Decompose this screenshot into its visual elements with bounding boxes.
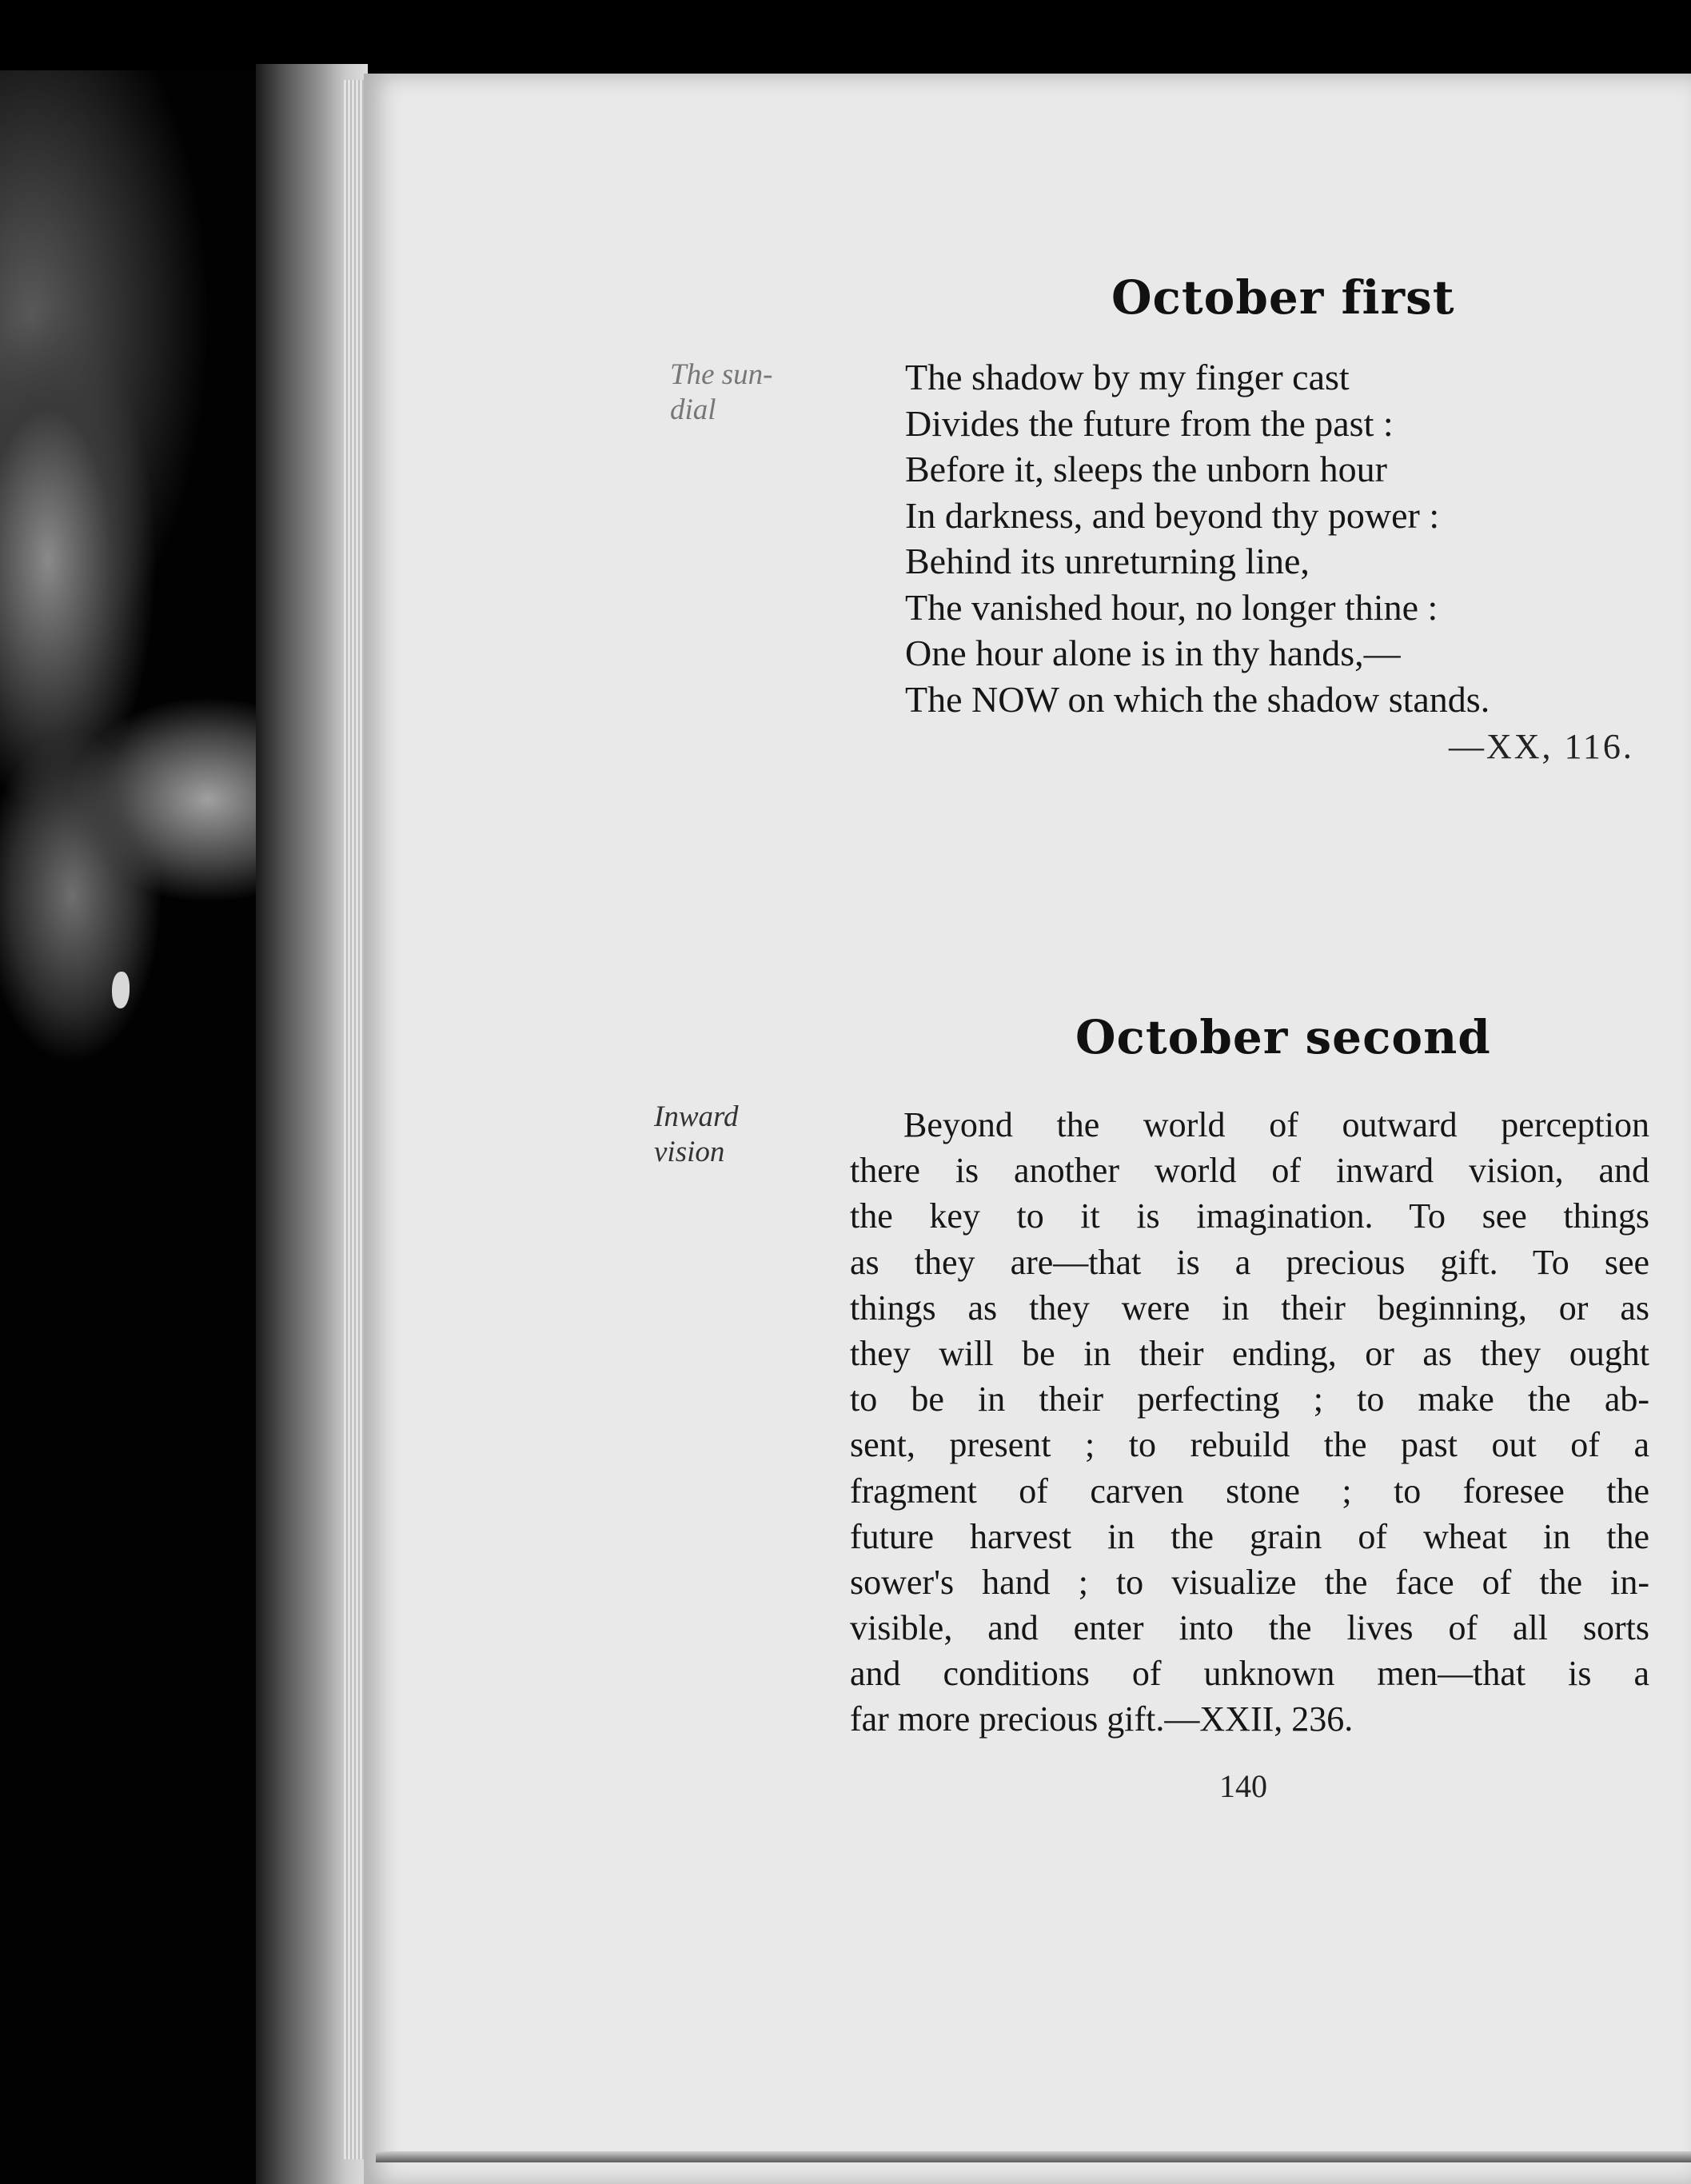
poem-line: The vanished hour, no longer thine : (905, 586, 1438, 628)
poem-line: The shadow by my finger cast (905, 357, 1350, 397)
prose-paragraph (850, 1102, 1649, 1743)
margin-note-sundial (670, 357, 772, 428)
prose-line: future harvest in the grain of wheat in the (850, 1516, 1649, 1556)
prose-line: to be in their perfecting ; to make the ab- (850, 1379, 1649, 1419)
entry-heading-october-first: October first (1111, 270, 1455, 325)
prose-line: as they are—that is a precious gift. To see (850, 1242, 1649, 1282)
prose-line: there is another world of inward vision, and (850, 1151, 1649, 1191)
prose-line: visible, and enter into the lives of all sorts (850, 1608, 1649, 1648)
poem-line: Divides the future from the past : (905, 402, 1394, 444)
page-bottom-edge (376, 2151, 1691, 2162)
margin-note-inward-vision (654, 1100, 739, 1170)
poem-line: In darkness, and beyond thy power : (905, 494, 1440, 536)
prose-line: fragment of carven stone ; to foresee the (850, 1471, 1649, 1511)
top-dark-strip (0, 0, 1691, 70)
prose-line: sent, present ; to rebuild the past out of a (850, 1425, 1649, 1465)
prose-line: the key to it is imagination. To see things (850, 1196, 1649, 1236)
poem-line: One hour alone is in thy hands,— (905, 633, 1401, 673)
margin-note-line: dial (670, 393, 716, 426)
prose-line: sower's hand ; to visualize the face of the in- (850, 1562, 1649, 1602)
poem (905, 354, 1490, 722)
poem-line: The NOW on which the shadow stands. (905, 678, 1490, 720)
poem-line: Before it, sleeps the unborn hour (905, 449, 1387, 489)
page-number: 140 (1219, 1768, 1267, 1804)
prose-line: they will be in their ending, or as they ought (850, 1333, 1649, 1373)
poem-citation: —XX, 116. (1449, 727, 1634, 766)
margin-note-line: vision (654, 1136, 725, 1168)
prose-line: Beyond the world of outward perception (903, 1105, 1649, 1144)
poem-line: Behind its unreturning line, (905, 541, 1310, 581)
prose-line: and conditions of unknown men—that is a (850, 1654, 1649, 1694)
prose-line: far more precious gift.—XXII, 236. (850, 1699, 1354, 1739)
entry-heading-october-second: October second (1075, 1010, 1491, 1064)
backdrop-speck (112, 972, 130, 1008)
prose-line: things as they were in their beginning, or as (850, 1288, 1649, 1328)
margin-note-line: Inward (654, 1100, 739, 1133)
margin-note-line: The sun- (670, 358, 773, 391)
